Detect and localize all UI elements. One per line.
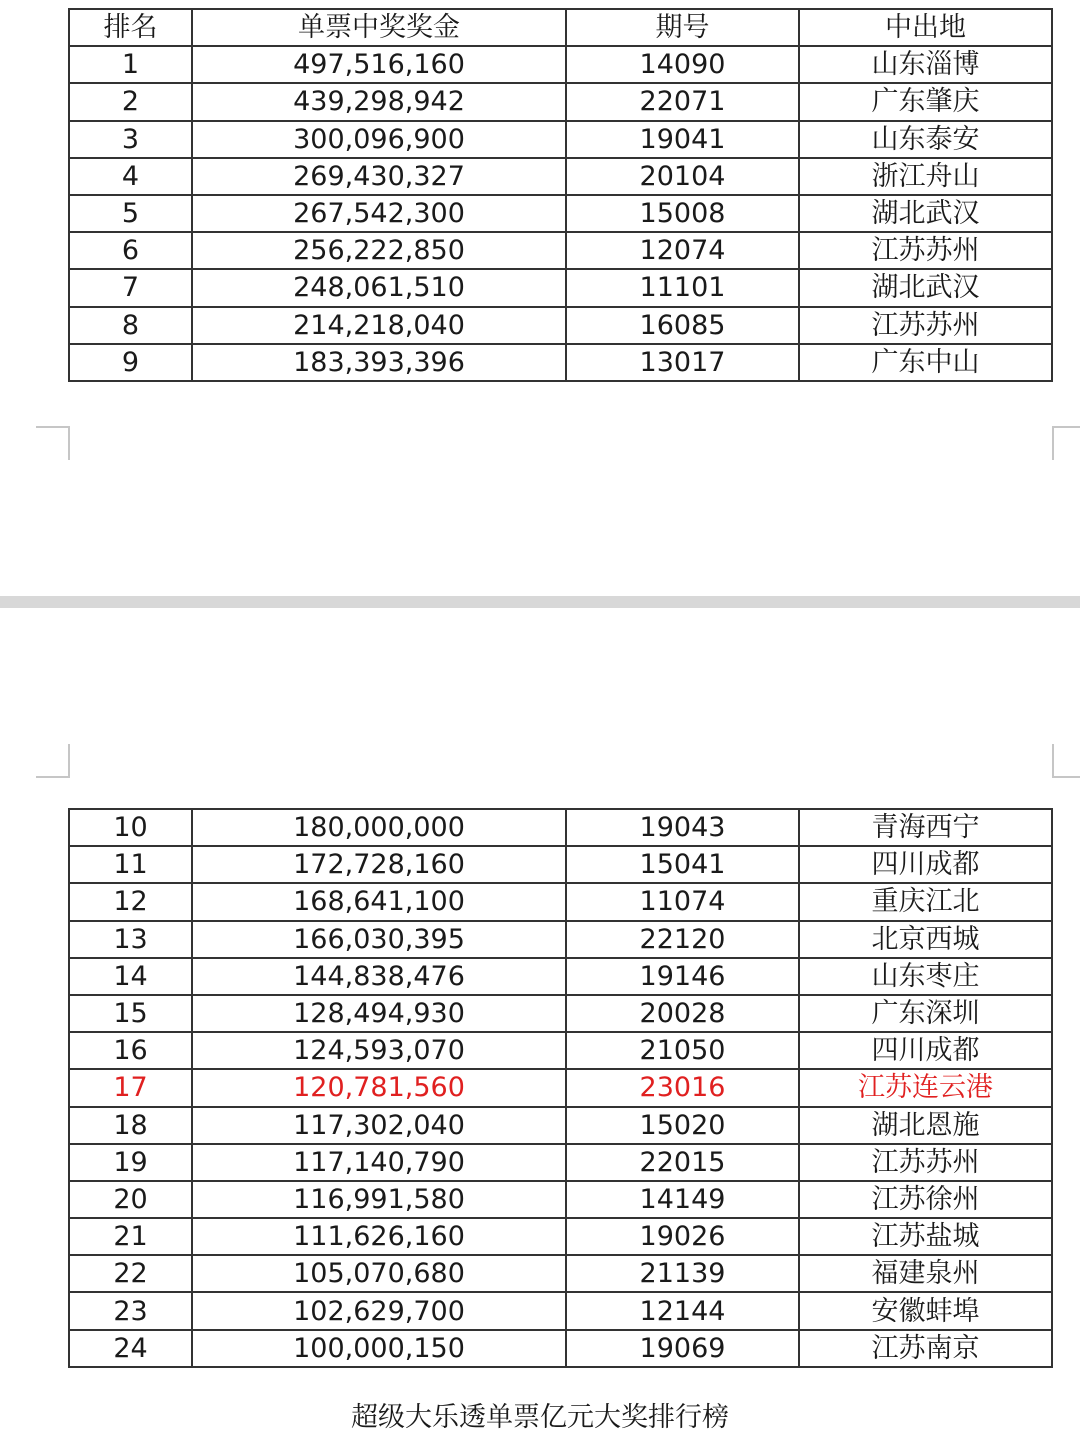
table-row xyxy=(69,1255,1052,1292)
cell-rank: 14 xyxy=(69,958,192,995)
page-break xyxy=(0,596,1080,608)
cell-issue: 22015 xyxy=(566,1144,799,1181)
cell-issue: 12074 xyxy=(566,232,799,269)
cell-location: 山东枣庄 xyxy=(799,958,1052,995)
page-corner-mark xyxy=(1052,426,1080,460)
table-row xyxy=(69,921,1052,958)
cell-location: 江苏苏州 xyxy=(799,1144,1052,1181)
cell-rank: 1 xyxy=(69,46,192,83)
table-row xyxy=(69,995,1052,1032)
cell-rank: 15 xyxy=(69,995,192,1032)
table-row xyxy=(69,1069,1052,1106)
table-row xyxy=(69,1330,1052,1367)
cell-issue: 15008 xyxy=(566,195,799,232)
cell-issue: 14149 xyxy=(566,1181,799,1218)
cell-prize: 180,000,000 xyxy=(192,809,566,846)
ranking-table-page-2 xyxy=(68,808,1053,1368)
cell-issue: 19146 xyxy=(566,958,799,995)
cell-location: 江苏盐城 xyxy=(799,1218,1052,1255)
cell-prize: 248,061,510 xyxy=(192,269,566,306)
cell-location: 北京西城 xyxy=(799,921,1052,958)
cell-prize: 214,218,040 xyxy=(192,307,566,344)
header-rank: 排名 xyxy=(69,9,192,46)
cell-location: 山东泰安 xyxy=(799,121,1052,158)
cell-prize: 497,516,160 xyxy=(192,46,566,83)
table-row xyxy=(69,195,1052,232)
cell-prize: 124,593,070 xyxy=(192,1032,566,1069)
cell-rank: 13 xyxy=(69,921,192,958)
cell-prize: 120,781,560 xyxy=(192,1069,566,1106)
cell-prize: 128,494,930 xyxy=(192,995,566,1032)
cell-issue: 21139 xyxy=(566,1255,799,1292)
page-corner-mark xyxy=(1052,744,1080,778)
cell-issue: 21050 xyxy=(566,1032,799,1069)
header-issue: 期号 xyxy=(566,9,799,46)
cell-location: 山东淄博 xyxy=(799,46,1052,83)
table-row xyxy=(69,1107,1052,1144)
cell-prize: 183,393,396 xyxy=(192,344,566,381)
cell-issue: 15041 xyxy=(566,846,799,883)
table-row xyxy=(69,121,1052,158)
cell-issue: 13017 xyxy=(566,344,799,381)
cell-prize: 300,096,900 xyxy=(192,121,566,158)
cell-rank: 17 xyxy=(69,1069,192,1106)
cell-rank: 18 xyxy=(69,1107,192,1144)
cell-issue: 19026 xyxy=(566,1218,799,1255)
cell-prize: 168,641,100 xyxy=(192,883,566,920)
cell-issue: 15020 xyxy=(566,1107,799,1144)
table-row xyxy=(69,232,1052,269)
cell-prize: 172,728,160 xyxy=(192,846,566,883)
table-row xyxy=(69,1144,1052,1181)
cell-location: 江苏连云港 xyxy=(799,1069,1052,1106)
cell-location: 广东肇庆 xyxy=(799,83,1052,120)
cell-prize: 256,222,850 xyxy=(192,232,566,269)
table-row xyxy=(69,46,1052,83)
cell-location: 江苏南京 xyxy=(799,1330,1052,1367)
table-row xyxy=(69,83,1052,120)
cell-issue: 20028 xyxy=(566,995,799,1032)
table-row xyxy=(69,344,1052,381)
cell-issue: 11101 xyxy=(566,269,799,306)
cell-rank: 24 xyxy=(69,1330,192,1367)
cell-location: 四川成都 xyxy=(799,1032,1052,1069)
table-header-row xyxy=(69,9,1052,46)
table-row xyxy=(69,269,1052,306)
table-row xyxy=(69,158,1052,195)
page-corner-mark xyxy=(36,744,70,778)
table-row xyxy=(69,1292,1052,1329)
cell-prize: 117,140,790 xyxy=(192,1144,566,1181)
cell-prize: 166,030,395 xyxy=(192,921,566,958)
table-caption: 超级大乐透单票亿元大奖排行榜 xyxy=(351,1402,729,1433)
cell-location: 江苏苏州 xyxy=(799,232,1052,269)
ranking-table-page-1 xyxy=(68,8,1053,382)
cell-issue: 19069 xyxy=(566,1330,799,1367)
table-row xyxy=(69,1032,1052,1069)
cell-location: 福建泉州 xyxy=(799,1255,1052,1292)
cell-prize: 144,838,476 xyxy=(192,958,566,995)
page-corner-mark xyxy=(36,426,70,460)
cell-prize: 100,000,150 xyxy=(192,1330,566,1367)
cell-rank: 11 xyxy=(69,846,192,883)
cell-location: 浙江舟山 xyxy=(799,158,1052,195)
cell-issue: 19043 xyxy=(566,809,799,846)
cell-location: 广东深圳 xyxy=(799,995,1052,1032)
cell-rank: 10 xyxy=(69,809,192,846)
cell-location: 湖北武汉 xyxy=(799,195,1052,232)
header-location: 中出地 xyxy=(799,9,1052,46)
cell-issue: 19041 xyxy=(566,121,799,158)
cell-issue: 22071 xyxy=(566,83,799,120)
cell-location: 江苏苏州 xyxy=(799,307,1052,344)
cell-rank: 16 xyxy=(69,1032,192,1069)
cell-location: 重庆江北 xyxy=(799,883,1052,920)
cell-location: 四川成都 xyxy=(799,846,1052,883)
table-row xyxy=(69,958,1052,995)
cell-rank: 6 xyxy=(69,232,192,269)
header-prize: 单票中奖奖金 xyxy=(192,9,566,46)
cell-rank: 7 xyxy=(69,269,192,306)
cell-rank: 19 xyxy=(69,1144,192,1181)
cell-rank: 23 xyxy=(69,1292,192,1329)
cell-rank: 5 xyxy=(69,195,192,232)
cell-issue: 23016 xyxy=(566,1069,799,1106)
cell-location: 湖北恩施 xyxy=(799,1107,1052,1144)
cell-location: 江苏徐州 xyxy=(799,1181,1052,1218)
cell-issue: 22120 xyxy=(566,921,799,958)
cell-rank: 22 xyxy=(69,1255,192,1292)
cell-issue: 20104 xyxy=(566,158,799,195)
cell-prize: 102,629,700 xyxy=(192,1292,566,1329)
cell-rank: 21 xyxy=(69,1218,192,1255)
cell-rank: 20 xyxy=(69,1181,192,1218)
cell-rank: 3 xyxy=(69,121,192,158)
cell-prize: 117,302,040 xyxy=(192,1107,566,1144)
table-row xyxy=(69,1218,1052,1255)
cell-issue: 12144 xyxy=(566,1292,799,1329)
cell-location: 广东中山 xyxy=(799,344,1052,381)
cell-rank: 8 xyxy=(69,307,192,344)
cell-prize: 439,298,942 xyxy=(192,83,566,120)
table-row xyxy=(69,307,1052,344)
cell-issue: 11074 xyxy=(566,883,799,920)
cell-prize: 269,430,327 xyxy=(192,158,566,195)
cell-location: 湖北武汉 xyxy=(799,269,1052,306)
cell-prize: 105,070,680 xyxy=(192,1255,566,1292)
cell-rank: 12 xyxy=(69,883,192,920)
cell-location: 青海西宁 xyxy=(799,809,1052,846)
cell-rank: 2 xyxy=(69,83,192,120)
cell-issue: 16085 xyxy=(566,307,799,344)
table-row xyxy=(69,846,1052,883)
cell-rank: 4 xyxy=(69,158,192,195)
cell-prize: 111,626,160 xyxy=(192,1218,566,1255)
table-row xyxy=(69,1181,1052,1218)
cell-prize: 116,991,580 xyxy=(192,1181,566,1218)
table-row xyxy=(69,883,1052,920)
table-row xyxy=(69,809,1052,846)
cell-issue: 14090 xyxy=(566,46,799,83)
cell-prize: 267,542,300 xyxy=(192,195,566,232)
cell-rank: 9 xyxy=(69,344,192,381)
cell-location: 安徽蚌埠 xyxy=(799,1292,1052,1329)
